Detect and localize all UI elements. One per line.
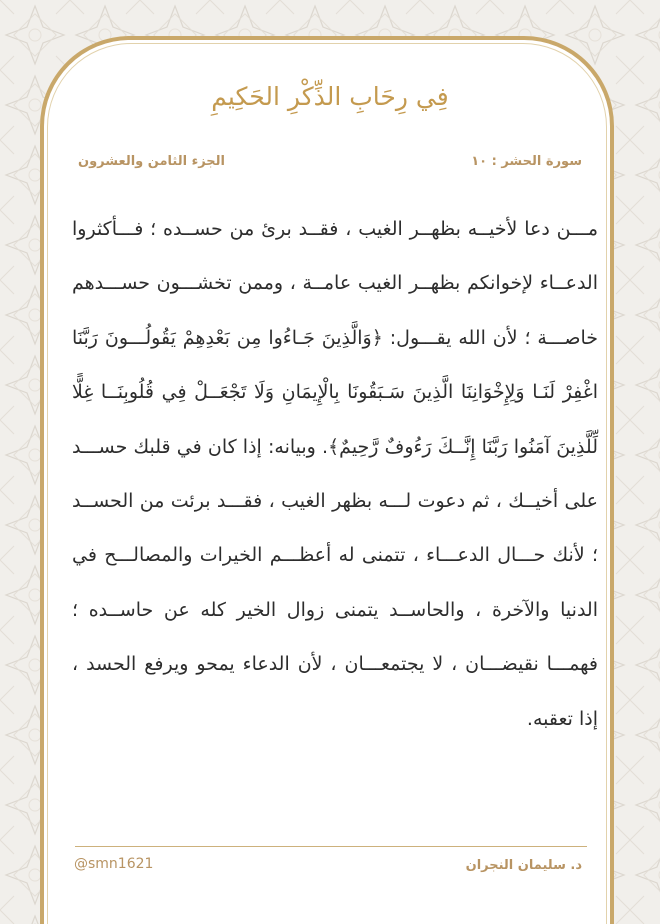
footer-divider (75, 846, 587, 847)
author-name: د. سليمان النجران (465, 858, 582, 873)
social-handle[interactable]: @smn1621 (74, 856, 154, 872)
body-rest: ﴾. وبيانه: إذا كان في قلبك حســـد على أخيــك ، ثم دعوت لـــه بظهر الغيب ، فقـــد برئت من الحســد ؛ لأنك حـــال الدعـــاء ، تتمنى له أعظـــم الخيرات والمصالـــح في الدنيا والآخرة ، والحاســد يتمنى زوال الخير كله عن حاســده ؛ فهمـــا نقيضـــان ، لا يجتمعـــان ، لأن الدعاء يمحو ويرفع الحسد ، إذا تعقبه. (72, 435, 598, 730)
quran-verse: وَالَّذِينَ جَـاءُوا مِن بَعْدِهِمْ يَقُولُـــونَ رَبَّنَا اغْفِرْ لَنَـا وَلِإِخْوَانِنَا الَّذِينَ سَـبَقُونَا بِالْإِيمَانِ وَلَا تَجْعَــلْ فِي قُلُوبِنَــا غِلًّا لِّلَّذِينَ آمَنُوا رَبَّنَا إِنَّــكَ رَءُوفٌ رَّحِيمٌ (72, 326, 599, 458)
page-title: فِي رِحَابِ الذِّكْرِ الحَكِيمِ (211, 82, 449, 111)
surah-reference: سورة الحشر : ١٠ (471, 154, 582, 169)
body-intro: مـــن دعا لأخيــه بظهــر الغيب ، فقــد برئ من حســده ؛ فـــأكثروا الدعــاء لإخوانكم بظهــر الغيب عامــة ، وممن تخشـــون حســـدهم خاصـــة ؛ لأن الله يقـــول: ﴿ (72, 218, 598, 349)
article-body (72, 202, 598, 746)
juz-label: الجزء الثامن والعشرون (78, 154, 226, 169)
